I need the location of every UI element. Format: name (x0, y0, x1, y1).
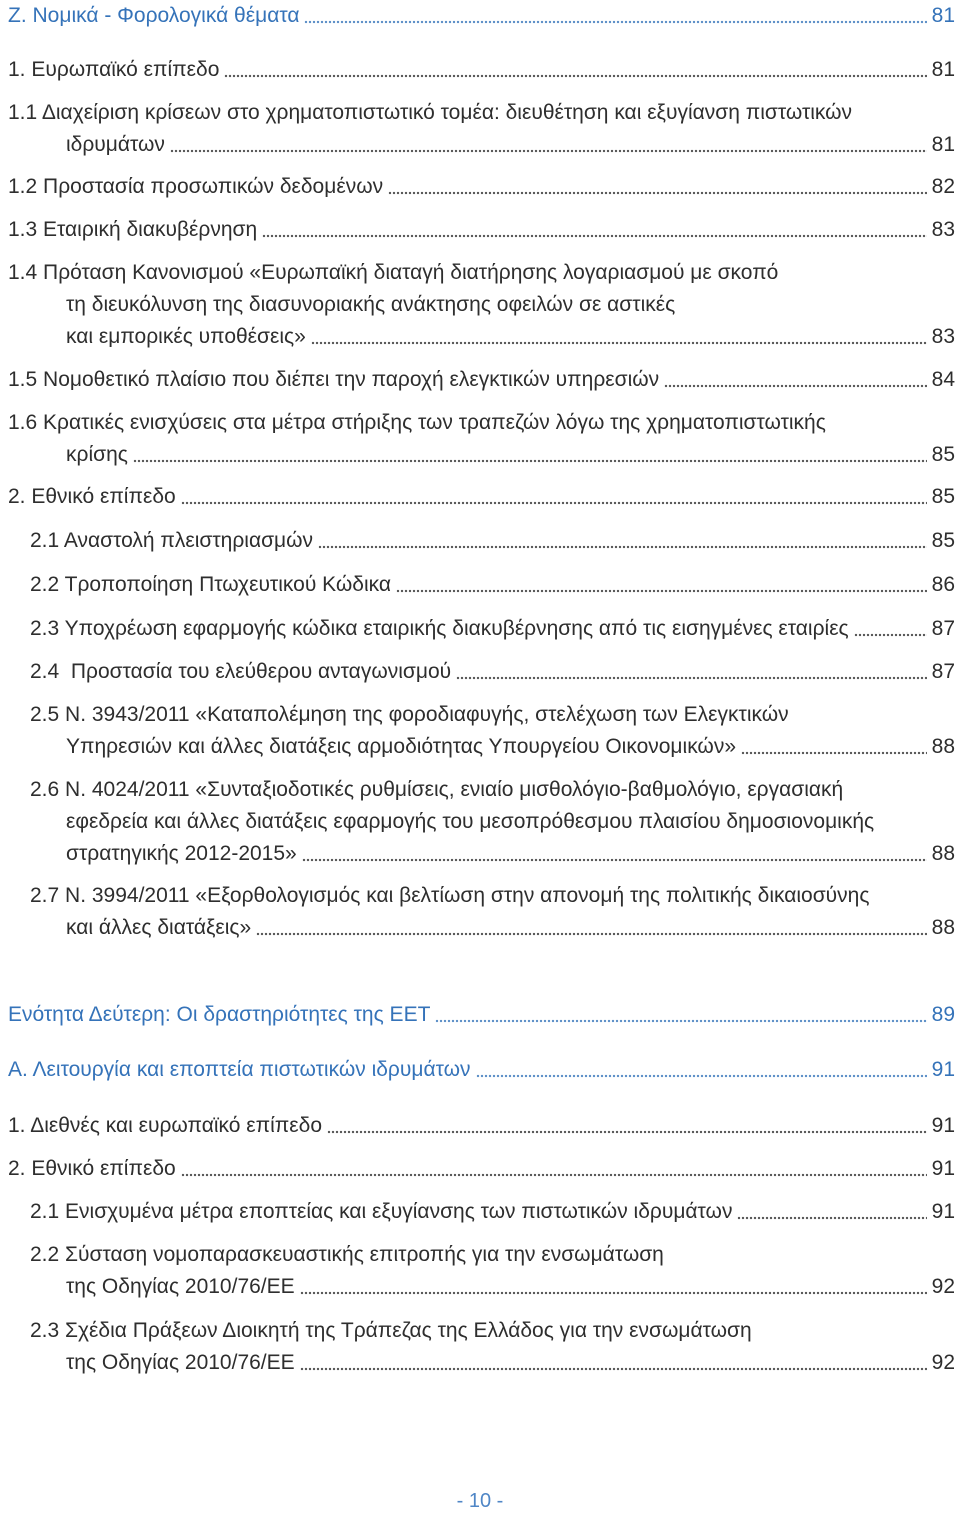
dot-leader (435, 999, 926, 1031)
toc-entry (0, 364, 955, 396)
toc-entry (0, 699, 955, 763)
toc-entry-text: 2.5 Ν. 3943/2011 «Καταπολέμηση της φοροδιαφυγής, στελέχωση των Ελεγκτικών (30, 703, 789, 726)
toc-entry-text: 2.1 Αναστολή πλειστηριασμών (30, 529, 314, 552)
toc-entry-text: κρίσης (66, 443, 128, 466)
toc-entry-line (0, 806, 955, 838)
toc-entry (0, 525, 955, 557)
dot-leader (388, 171, 927, 203)
toc-entry-text: 1.4 Πρόταση Κανονισμού «Ευρωπαϊκή διαταγή διατήρησης λογαριασμού με σκοπό (8, 261, 779, 284)
toc-entry (0, 407, 955, 471)
toc-entry-line (0, 481, 955, 513)
dot-leader (300, 1271, 927, 1303)
dot-leader (181, 481, 927, 513)
toc-entry-line (0, 774, 955, 806)
toc-entry (0, 1110, 955, 1142)
toc-entry (0, 214, 955, 246)
toc-section-heading (0, 0, 955, 32)
toc-entry-text: 2. Εθνικό επίπεδο (8, 1157, 176, 1180)
dot-leader (302, 838, 927, 870)
page-number: 88 (931, 916, 955, 939)
dot-leader (664, 364, 926, 396)
toc-entry (0, 97, 955, 161)
page-number: 88 (931, 842, 955, 865)
dot-leader (262, 214, 926, 246)
toc-entry-text: της Οδηγίας 2010/76/ΕΕ (66, 1351, 295, 1374)
page-number: 83 (931, 218, 955, 241)
toc-entry-line (0, 912, 955, 944)
dot-leader (456, 656, 927, 688)
toc-entry-text: Α. Λειτουργία και εποπτεία πιστωτικών ιδρυμάτων (8, 1058, 471, 1081)
toc-entry-text: 1. Ευρωπαϊκό επίπεδο (8, 58, 220, 81)
page-number: 84 (931, 368, 955, 391)
toc-section-heading (0, 999, 955, 1031)
toc-entry-line (0, 999, 955, 1031)
toc-entry (0, 774, 955, 870)
toc-entry-text: 1. Διεθνές και ευρωπαϊκό επίπεδο (8, 1114, 323, 1137)
toc-entry-line (0, 364, 955, 396)
toc-entry-line (0, 1239, 955, 1271)
dot-leader (256, 912, 926, 944)
page-number: 85 (931, 443, 955, 466)
toc-entry (0, 1239, 955, 1303)
toc-entry-line (0, 1196, 955, 1228)
page-number: 91 (931, 1200, 955, 1223)
toc-entry-text: 2.2 Τροποποίηση Πτωχευτικού Κώδικα (30, 573, 392, 596)
dot-leader (327, 1110, 927, 1142)
toc-entry-text: 2.1 Ενισχυμένα μέτρα εποπτείας και εξυγίανσης των πιστωτικών ιδρυμάτων (30, 1200, 733, 1223)
dot-leader (304, 0, 926, 32)
toc-entry-text: Υπηρεσιών και άλλες διατάξεις αρμοδιότητας Υπουργείου Οικονομικών» (66, 735, 737, 758)
toc-entry-text: 1.5 Νομοθετικό πλαίσιο που διέπει την παροχή ελεγκτικών υπηρεσιών (8, 368, 660, 391)
page-number: 91 (931, 1157, 955, 1180)
dot-leader (737, 1196, 926, 1228)
toc-entry-line (0, 656, 955, 688)
page-footer-number: - 10 - (456, 1490, 504, 1512)
toc-entry-text: 2.3 Σχέδια Πράξεων Διοικητή της Τράπεζας της Ελλάδος για την ενσωμάτωση (30, 1319, 752, 1342)
page-number: 81 (931, 133, 955, 156)
toc-entry-line (0, 0, 955, 32)
toc-entry-line (0, 699, 955, 731)
toc-entry-text: 1.1 Διαχείριση κρίσεων στο χρηματοπιστωτικό τομέα: διευθέτηση και εξυγίανση πιστωτικών (8, 101, 853, 124)
toc-entry (0, 481, 955, 513)
toc-entry-text: εφεδρεία και άλλες διατάξεις εφαρμογής του μεσοπρόθεσμου πλαισίου δημοσιονομικής (66, 810, 875, 833)
page-number: 92 (931, 1275, 955, 1298)
toc-entry (0, 656, 955, 688)
dot-leader (311, 321, 927, 353)
toc-entry-line (0, 1110, 955, 1142)
toc-entry-text: Ενότητα Δεύτερη: Οι δραστηριότητες της ΕΕΤ (8, 1003, 431, 1026)
toc-entry-line (0, 1271, 955, 1303)
dot-leader (224, 54, 926, 86)
toc-entry-line (0, 838, 955, 870)
toc-entry-line (0, 731, 955, 763)
toc-entry-text: τη διευκόλυνση της διασυνοριακής ανάκτησης οφειλών σε αστικές (66, 293, 676, 316)
page-number: 88 (931, 735, 955, 758)
toc-entry-line (0, 257, 955, 289)
toc-entry-line (0, 439, 955, 471)
dot-leader (741, 731, 927, 763)
dot-leader (170, 129, 927, 161)
toc-entry-line (0, 569, 955, 601)
dot-leader (181, 1153, 927, 1185)
page-number: 85 (931, 529, 955, 552)
toc-entry (0, 880, 955, 944)
toc-entry-text: της Οδηγίας 2010/76/ΕΕ (66, 1275, 295, 1298)
toc-entry-line (0, 129, 955, 161)
toc-entry-line (0, 613, 955, 645)
toc-entry-line (0, 880, 955, 912)
toc-entry (0, 257, 955, 353)
toc-entry-line (0, 525, 955, 557)
page-number: 89 (931, 1003, 955, 1026)
toc-entry (0, 569, 955, 601)
toc-entry-line (0, 289, 955, 321)
toc-entry-text: ιδρυμάτων (66, 133, 165, 156)
page-number: 92 (931, 1351, 955, 1374)
toc-entry-line (0, 54, 955, 86)
page-number: 85 (931, 485, 955, 508)
toc-entry-line (0, 407, 955, 439)
toc-entry-text: 2.7 Ν. 3994/2011 «Εξορθολογισμός και βελτίωση στην απονομή της πολιτικής δικαιοσύνης (30, 884, 870, 907)
toc-entry-text: στρατηγικής 2012-2015» (66, 842, 297, 865)
dot-leader (318, 525, 927, 557)
page-number: 87 (931, 617, 955, 640)
toc-section-heading (0, 1054, 955, 1086)
toc-entry-line (0, 1315, 955, 1347)
toc-entry-text: και εμπορικές υποθέσεις» (66, 325, 306, 348)
toc-entry-text: και άλλες διατάξεις» (66, 916, 252, 939)
page-number: 83 (931, 325, 955, 348)
toc-entry-line (0, 214, 955, 246)
dot-leader (300, 1347, 927, 1379)
toc-entry-text: 2.6 Ν. 4024/2011 «Συνταξιοδοτικές ρυθμίσεις, ενιαίο μισθολόγιο-βαθμολόγιο, εργασιακή (30, 778, 844, 801)
dot-leader (396, 569, 927, 601)
toc-entry-text: 1.3 Εταιρική διακυβέρνηση (8, 218, 258, 241)
toc-entry-line (0, 1347, 955, 1379)
page-number: 87 (931, 660, 955, 683)
toc-entry-text: 1.2 Προστασία προσωπικών δεδομένων (8, 175, 384, 198)
page-number: 91 (931, 1114, 955, 1137)
toc-entry (0, 1196, 955, 1228)
toc-entry-text: 2.3 Υποχρέωση εφαρμογής κώδικα εταιρικής διακυβέρνησης από τις εισηγμένες εταιρίες (30, 617, 849, 640)
page-number: 81 (931, 58, 955, 81)
page-number: 82 (931, 175, 955, 198)
toc-entry-text: 1.6 Κρατικές ενισχύσεις στα μέτρα στήριξης των τραπεζών λόγω της χρηματοπιστωτικής (8, 411, 826, 434)
toc-entry-line (0, 1153, 955, 1185)
toc-entry-text: Ζ. Νομικά - Φορολογικά θέματα (8, 4, 300, 27)
dot-leader (133, 439, 927, 471)
toc-entry-text: 2. Εθνικό επίπεδο (8, 485, 176, 508)
dot-leader (854, 613, 927, 645)
toc-entry (0, 54, 955, 86)
toc-entry-text: 2.4 Προστασία του ελεύθερου ανταγωνισμού (30, 660, 452, 683)
toc-entry-line (0, 321, 955, 353)
toc-entry-line (0, 1054, 955, 1086)
toc-entry-text: 2.2 Σύσταση νομοπαρασκευαστικής επιτροπής για την ενσωμάτωση (30, 1243, 664, 1266)
toc-entry-line (0, 97, 955, 129)
toc-entry-line (0, 171, 955, 203)
page-number: 91 (931, 1058, 955, 1081)
toc-entry (0, 171, 955, 203)
page-number: 86 (931, 573, 955, 596)
toc-entry (0, 613, 955, 645)
dot-leader (476, 1054, 927, 1086)
toc-entry (0, 1153, 955, 1185)
page-number: 81 (931, 4, 955, 27)
toc-entry (0, 1315, 955, 1379)
